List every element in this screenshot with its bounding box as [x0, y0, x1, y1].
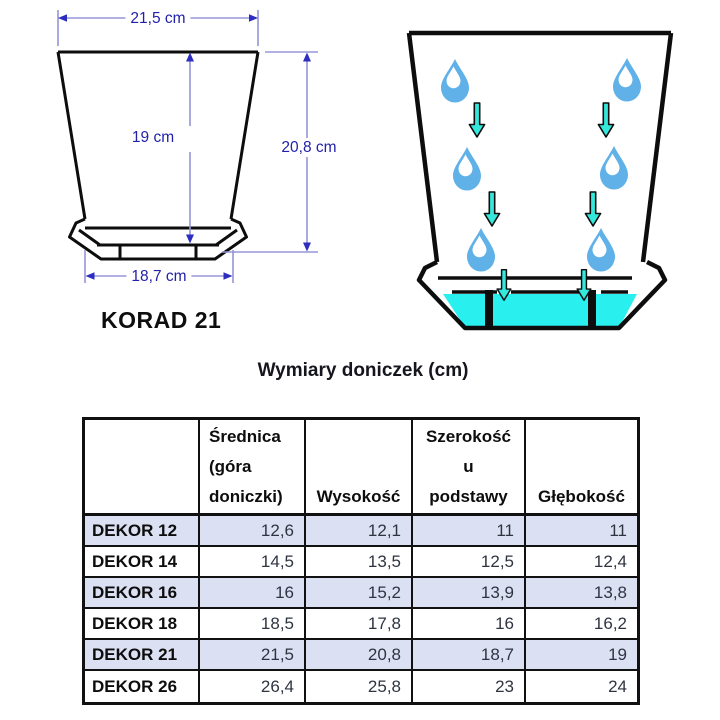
table-cell: 12,1 — [306, 516, 413, 547]
water-drop-icon — [587, 228, 615, 272]
column-header — [526, 420, 637, 516]
column-header — [200, 420, 306, 516]
down-arrow-icon — [484, 192, 499, 226]
table-cell: 21,5 — [200, 640, 306, 671]
dim-arrowhead — [58, 14, 67, 22]
water-drop-icon — [600, 146, 628, 190]
dim-arrowhead — [249, 14, 258, 22]
down-arrow-icon — [469, 103, 484, 137]
column-header-line: doniczki) — [209, 487, 283, 506]
table-cell: 11 — [413, 516, 526, 547]
dim-label-total-height: 20,8 cm — [276, 138, 341, 157]
row-label: DEKOR 26 — [85, 671, 200, 702]
table-cell: 13,8 — [526, 578, 637, 609]
row-label: DEKOR 14 — [85, 547, 200, 578]
down-arrow-icon — [585, 192, 600, 226]
table-cell: 13,9 — [413, 578, 526, 609]
model-name: KORAD 21 — [101, 307, 222, 333]
column-header-line: Wysokość — [316, 487, 401, 506]
table-cell: 20,8 — [306, 640, 413, 671]
saucer-foot — [485, 290, 493, 326]
water-drop-icon — [467, 228, 495, 272]
row-label: DEKOR 18 — [85, 609, 200, 640]
dim-arrowhead — [186, 53, 194, 62]
pot-saucer-inner-walls — [79, 230, 237, 245]
table-cell: 11 — [526, 516, 637, 547]
dim-arrowhead — [86, 272, 95, 280]
column-header-line: (góra — [209, 457, 252, 476]
column-header — [85, 420, 200, 516]
saucer-foot — [588, 290, 596, 326]
water-drop-icon — [453, 147, 481, 191]
table-cell: 26,4 — [200, 671, 306, 702]
row-label: DEKOR 21 — [85, 640, 200, 671]
table-cell: 16 — [200, 578, 306, 609]
table-cell: 16 — [413, 609, 526, 640]
table-cell: 18,7 — [413, 640, 526, 671]
column-header-line: Szerokość — [425, 427, 512, 446]
table-cell: 16,2 — [526, 609, 637, 640]
table-cell: 19 — [526, 640, 637, 671]
table-cell: 13,5 — [306, 547, 413, 578]
table-cell: 12,6 — [200, 516, 306, 547]
dim-label-top-width: 21,5 cm — [125, 9, 190, 28]
watering-pot-diagram — [409, 33, 671, 328]
table-title: Wymiary doniczek (cm) — [257, 360, 469, 381]
table-cell: 12,4 — [526, 547, 637, 578]
row-label: DEKOR 16 — [85, 578, 200, 609]
table-cell: 17,8 — [306, 609, 413, 640]
table-cell: 23 — [413, 671, 526, 702]
water-drop-icon — [441, 59, 469, 103]
column-header-line: Głębokość — [538, 487, 625, 506]
dimensions-table — [82, 417, 640, 705]
dim-arrowhead — [186, 235, 194, 244]
column-header-line: u — [463, 457, 474, 476]
dim-arrowhead — [303, 243, 311, 252]
table-cell: 15,2 — [306, 578, 413, 609]
table-cell: 24 — [608, 676, 627, 696]
dim-arrowhead — [224, 272, 233, 280]
pot-cross-section-drawing — [58, 52, 258, 259]
row-label: DEKOR 12 — [85, 516, 200, 547]
dim-arrowhead — [303, 53, 311, 62]
column-header — [413, 420, 526, 516]
column-header-line: Średnica — [209, 427, 281, 446]
dim-label-inner-height: 19 cm — [127, 128, 179, 147]
dim-label-base-width: 18,7 cm — [126, 267, 191, 286]
table-cell: 12,5 — [413, 547, 526, 578]
water-reservoir — [443, 294, 637, 326]
water-drop-icon — [613, 58, 641, 102]
column-header — [306, 420, 413, 516]
column-header-line: podstawy — [429, 487, 508, 506]
down-arrow-icon — [598, 103, 613, 137]
table-cell: 25,8 — [306, 671, 413, 702]
table-cell: 14,5 — [200, 547, 306, 578]
pot-saucer-outline — [70, 219, 247, 259]
pot-feet-lines — [120, 245, 196, 259]
table-cell: 18,5 — [200, 609, 306, 640]
